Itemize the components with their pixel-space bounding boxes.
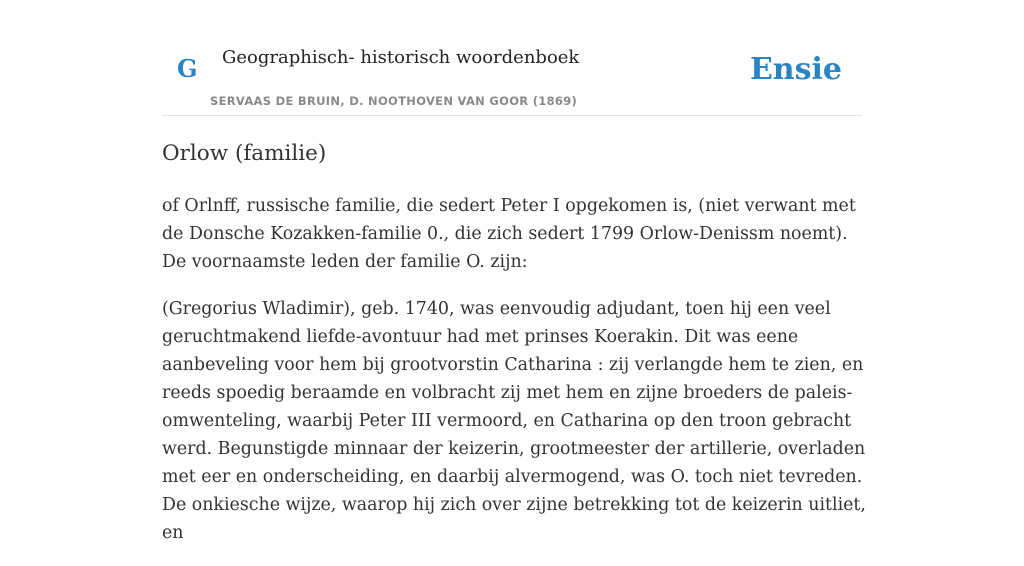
entry-page: [162, 0, 866, 543]
dictionary-logo-icon[interactable]: G: [177, 54, 198, 83]
entry-paragraph: (Gregorius Wladimir), geb. 1740, was eenvoudig adjudant, toen hij een veel geruchtmakend liefde-avontuur had met prinses Koerakin. Dit was eene aanbeveling voor hem bij grootvorstin Catharina : zij verlangde hem te zien, en reeds spoedig beraamde en volbracht zij met hem en zijne broeders de paleis-omwenteling, waarbij Peter III vermoord, en Catharina op den troon gebracht werd. Begunstigde minnaar der keizerin, grootmeester der artillerie, overladen met eer en onderscheiding, en daarbij alvermogend, was O. toch niet tevreden. De onkiesche wijze, waarop hij zich over zijne betrekking tot de keizerin uitliet, en: [162, 299, 866, 543]
ensie-logo-link[interactable]: Ensie: [749, 52, 842, 87]
entry-content: [162, 192, 867, 566]
page-header: [162, 0, 862, 116]
book-authors-meta: SERVAAS DE BRUIN, D. NOOTHOVEN VAN GOOR (1869): [210, 94, 578, 108]
entry-title: Orlow (familie): [162, 141, 327, 166]
book-title-link[interactable]: Geographisch- historisch woordenboek: [222, 47, 580, 68]
entry-paragraph: of Orlnff, russische familie, die sedert Peter I opgekomen is, (niet verwant met de Donsche Kozakken-familie 0., die zich sedert 1799 Orlow-Denissm noemt). De voornaamste leden der familie O. zijn:: [162, 196, 856, 272]
